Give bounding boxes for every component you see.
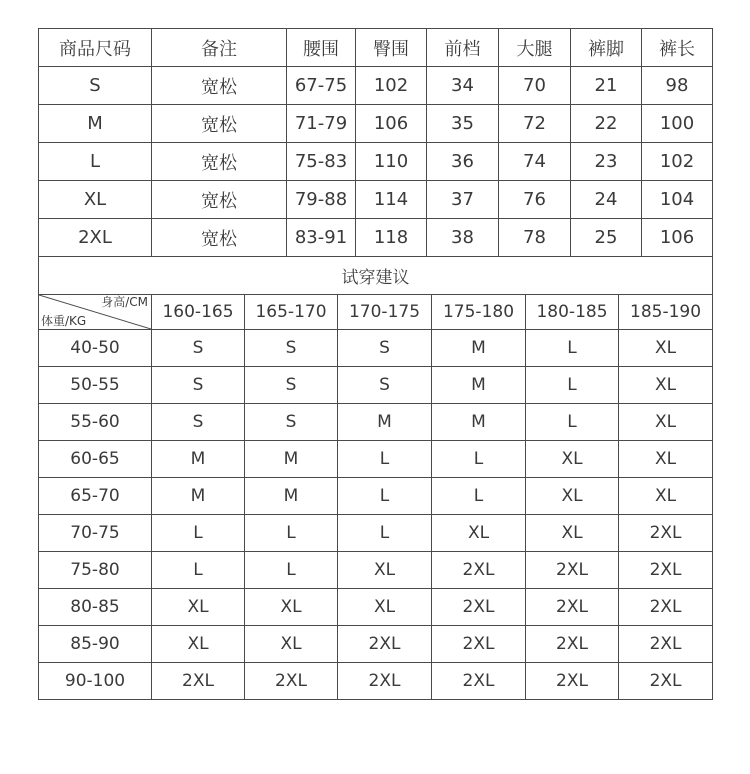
recommended-size-cell: 2XL: [619, 626, 713, 663]
recommended-size-cell: L: [338, 478, 432, 515]
recommended-size-cell: XL: [338, 589, 432, 626]
recommended-size-cell: 2XL: [152, 663, 245, 700]
recommended-size-cell: M: [432, 367, 526, 404]
fit-row: [39, 478, 713, 515]
weight-range-cell: 90-100: [39, 663, 152, 700]
recommended-size-cell: 2XL: [432, 552, 526, 589]
size-row: [39, 105, 713, 143]
size-cell: 102: [642, 143, 713, 181]
recommended-size-cell: XL: [619, 478, 713, 515]
size-cell: 76: [499, 181, 571, 219]
recommended-size-cell: L: [526, 330, 619, 367]
weight-range-cell: 40-50: [39, 330, 152, 367]
fit-row: [39, 589, 713, 626]
size-cell: 110: [356, 143, 427, 181]
weight-range-cell: 60-65: [39, 441, 152, 478]
recommended-size-cell: S: [152, 404, 245, 441]
recommended-size-cell: XL: [152, 626, 245, 663]
recommended-size-cell: L: [432, 478, 526, 515]
size-chart: [38, 28, 712, 700]
weight-range-cell: 80-85: [39, 589, 152, 626]
recommended-size-cell: M: [152, 478, 245, 515]
size-header-cell: 裤脚: [571, 29, 642, 67]
size-cell: 75-83: [287, 143, 356, 181]
weight-range-cell: 85-90: [39, 626, 152, 663]
fit-row: [39, 515, 713, 552]
size-cell: 79-88: [287, 181, 356, 219]
recommended-size-cell: L: [245, 515, 338, 552]
recommended-size-cell: S: [338, 367, 432, 404]
size-cell: 72: [499, 105, 571, 143]
size-row: [39, 181, 713, 219]
size-header-cell: 腰围: [287, 29, 356, 67]
recommended-size-cell: 2XL: [619, 589, 713, 626]
size-cell: XL: [39, 181, 152, 219]
weight-range-cell: 55-60: [39, 404, 152, 441]
recommended-size-cell: 2XL: [432, 663, 526, 700]
recommended-size-cell: XL: [432, 515, 526, 552]
size-table-header-row: [39, 29, 713, 67]
recommended-size-cell: M: [152, 441, 245, 478]
recommended-size-cell: XL: [619, 404, 713, 441]
fit-row: [39, 626, 713, 663]
height-range-cell: 185-190: [619, 295, 713, 330]
recommended-size-cell: L: [338, 515, 432, 552]
recommended-size-cell: 2XL: [619, 663, 713, 700]
recommended-size-cell: M: [338, 404, 432, 441]
size-cell: 83-91: [287, 219, 356, 257]
recommended-size-cell: XL: [245, 626, 338, 663]
size-cell: 114: [356, 181, 427, 219]
weight-axis-label: 体重/KG: [41, 314, 87, 328]
size-cell: 71-79: [287, 105, 356, 143]
recommended-size-cell: XL: [526, 441, 619, 478]
weight-range-cell: 50-55: [39, 367, 152, 404]
fit-guide-title-row: [39, 257, 713, 295]
recommended-size-cell: 2XL: [432, 626, 526, 663]
size-row: [39, 143, 713, 181]
recommended-size-cell: XL: [245, 589, 338, 626]
recommended-size-cell: M: [245, 441, 338, 478]
fit-row: [39, 330, 713, 367]
size-cell: 34: [427, 67, 499, 105]
recommended-size-cell: L: [432, 441, 526, 478]
recommended-size-cell: XL: [152, 589, 245, 626]
recommended-size-cell: S: [152, 367, 245, 404]
height-weight-corner-cell: [39, 295, 152, 330]
size-header-cell: 臀围: [356, 29, 427, 67]
recommended-size-cell: 2XL: [619, 552, 713, 589]
size-cell: S: [39, 67, 152, 105]
size-cell: 37: [427, 181, 499, 219]
size-cell: 35: [427, 105, 499, 143]
fit-row: [39, 663, 713, 700]
size-cell: 22: [571, 105, 642, 143]
fit-row: [39, 367, 713, 404]
recommended-size-cell: L: [526, 404, 619, 441]
size-cell: 2XL: [39, 219, 152, 257]
recommended-size-cell: XL: [619, 367, 713, 404]
size-cell: 106: [642, 219, 713, 257]
size-row: [39, 67, 713, 105]
size-cell: 36: [427, 143, 499, 181]
recommended-size-cell: XL: [619, 441, 713, 478]
recommended-size-cell: XL: [619, 330, 713, 367]
size-cell: 宽松: [152, 181, 287, 219]
height-range-cell: 165-170: [245, 295, 338, 330]
size-cell: 67-75: [287, 67, 356, 105]
size-cell: 118: [356, 219, 427, 257]
height-range-cell: 175-180: [432, 295, 526, 330]
height-range-cell: 180-185: [526, 295, 619, 330]
height-range-cell: 160-165: [152, 295, 245, 330]
size-cell: 100: [642, 105, 713, 143]
fit-guide-title: 试穿建议: [39, 257, 713, 295]
recommended-size-cell: 2XL: [619, 515, 713, 552]
recommended-size-cell: S: [245, 367, 338, 404]
weight-range-cell: 70-75: [39, 515, 152, 552]
size-cell: 宽松: [152, 219, 287, 257]
recommended-size-cell: 2XL: [338, 663, 432, 700]
weight-range-cell: 65-70: [39, 478, 152, 515]
recommended-size-cell: 2XL: [432, 589, 526, 626]
size-cell: 25: [571, 219, 642, 257]
recommended-size-cell: S: [245, 330, 338, 367]
recommended-size-cell: XL: [526, 478, 619, 515]
size-cell: 106: [356, 105, 427, 143]
height-range-cell: 170-175: [338, 295, 432, 330]
size-header-cell: 裤长: [642, 29, 713, 67]
recommended-size-cell: XL: [526, 515, 619, 552]
fit-row: [39, 552, 713, 589]
recommended-size-cell: L: [526, 367, 619, 404]
recommended-size-cell: L: [338, 441, 432, 478]
size-header-cell: 备注: [152, 29, 287, 67]
size-cell: 102: [356, 67, 427, 105]
recommended-size-cell: S: [152, 330, 245, 367]
recommended-size-cell: L: [152, 515, 245, 552]
size-cell: 104: [642, 181, 713, 219]
size-cell: 宽松: [152, 67, 287, 105]
recommended-size-cell: S: [245, 404, 338, 441]
fit-row: [39, 404, 713, 441]
size-measurement-table: [38, 28, 713, 257]
recommended-size-cell: M: [432, 330, 526, 367]
size-cell: L: [39, 143, 152, 181]
size-cell: 98: [642, 67, 713, 105]
fit-guide-table: [38, 257, 713, 700]
size-cell: 74: [499, 143, 571, 181]
recommended-size-cell: 2XL: [245, 663, 338, 700]
size-cell: 70: [499, 67, 571, 105]
size-cell: 23: [571, 143, 642, 181]
recommended-size-cell: M: [245, 478, 338, 515]
size-cell: 24: [571, 181, 642, 219]
recommended-size-cell: 2XL: [526, 626, 619, 663]
recommended-size-cell: L: [245, 552, 338, 589]
fit-guide-header-row: [39, 295, 713, 330]
size-cell: 宽松: [152, 143, 287, 181]
recommended-size-cell: L: [152, 552, 245, 589]
size-cell: 78: [499, 219, 571, 257]
size-cell: 宽松: [152, 105, 287, 143]
size-header-cell: 前档: [427, 29, 499, 67]
recommended-size-cell: 2XL: [526, 589, 619, 626]
size-cell: 38: [427, 219, 499, 257]
recommended-size-cell: S: [338, 330, 432, 367]
height-axis-label: 身高/CM: [101, 295, 148, 309]
size-cell: M: [39, 105, 152, 143]
size-cell: 21: [571, 67, 642, 105]
recommended-size-cell: M: [432, 404, 526, 441]
size-row: [39, 219, 713, 257]
recommended-size-cell: 2XL: [526, 552, 619, 589]
size-header-cell: 大腿: [499, 29, 571, 67]
size-header-cell: 商品尺码: [39, 29, 152, 67]
recommended-size-cell: 2XL: [338, 626, 432, 663]
recommended-size-cell: XL: [338, 552, 432, 589]
fit-row: [39, 441, 713, 478]
weight-range-cell: 75-80: [39, 552, 152, 589]
recommended-size-cell: 2XL: [526, 663, 619, 700]
